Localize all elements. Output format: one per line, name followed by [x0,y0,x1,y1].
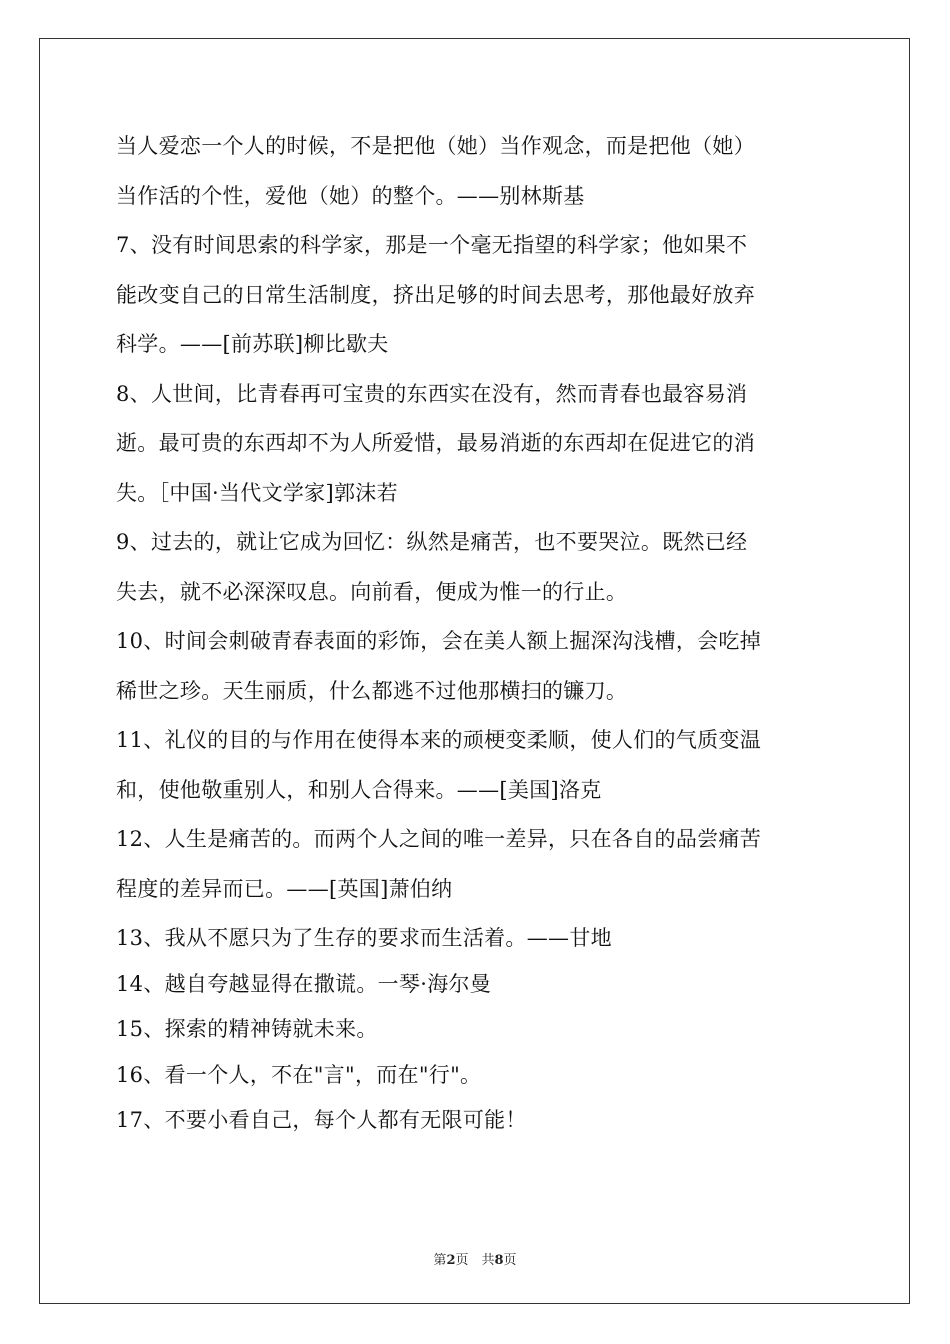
text-line: 10、时间会刺破青春表面的彩饰，会在美人额上掘深沟浅槽，会吃掉 [116,629,762,653]
text-line: 14、越自夸越显得在撒谎。一琴·海尔曼 [116,971,492,996]
footer-suffix: 页 [503,1253,517,1268]
page-footer [0,1249,950,1268]
text-line: 和，使他敬重别人，和别人合得来。——[美国]洛克 [116,777,602,802]
text-line: 9、过去的，就让它成为回忆：纵然是痛苦，也不要哭泣。既然已经 [116,530,748,554]
text-line: 科学。——[前苏联]柳比歇夫 [116,332,389,356]
text-line: 逝。最可贵的东西却不为人所爱惜，最易消逝的东西却在促进它的消 [116,431,755,455]
text-line: 当作活的个性，爱他（她）的整个。——别林斯基 [116,183,585,208]
text-line: 16、看一个人，不在"言"，而在"行"。 [116,1062,482,1087]
text-line: 12、人生是痛苦的。而两个人之间的唯一差异，只在各自的品尝痛苦 [116,827,762,851]
text-line: 8、人世间，比青春再可宝贵的东西实在没有，然而青春也最容易消 [116,381,748,406]
text-line: 失。［中国·当代文学家]郭沫若 [116,480,398,505]
text-line: 13、我从不愿只为了生存的要求而生活着。——甘地 [116,926,612,950]
text-line: 7、没有时间思索的科学家，那是一个毫无指望的科学家；他如果不 [116,233,748,257]
total-page-count: 8 [494,1253,504,1268]
text-line: 能改变自己的日常生活制度，挤出足够的时间去思考，那他最好放弃 [116,282,755,307]
document-body [116,128,836,1148]
footer-prefix: 第 [433,1253,447,1268]
text-line: 11、礼仪的目的与作用在使得本来的顽梗变柔顺，使人们的气质变温 [116,728,762,752]
current-page-number: 2 [446,1253,456,1268]
text-line: 失去，就不必深深叹息。向前看，便成为惟一的行止。 [116,579,628,604]
text-line: 15、探索的精神铸就未来。 [116,1017,378,1041]
text-line: 稀世之珍。天生丽质，什么都逃不过他那横扫的镰刀。 [116,678,628,703]
text-line: 程度的差异而已。——[英国]萧伯纳 [116,876,453,901]
footer-middle: 页 共 [455,1253,495,1268]
text-line: 当人爱恋一个人的时候，不是把他（她）当作观念，而是把他（她） [116,134,755,158]
text-line: 17、不要小看自己，每个人都有无限可能！ [116,1108,527,1132]
